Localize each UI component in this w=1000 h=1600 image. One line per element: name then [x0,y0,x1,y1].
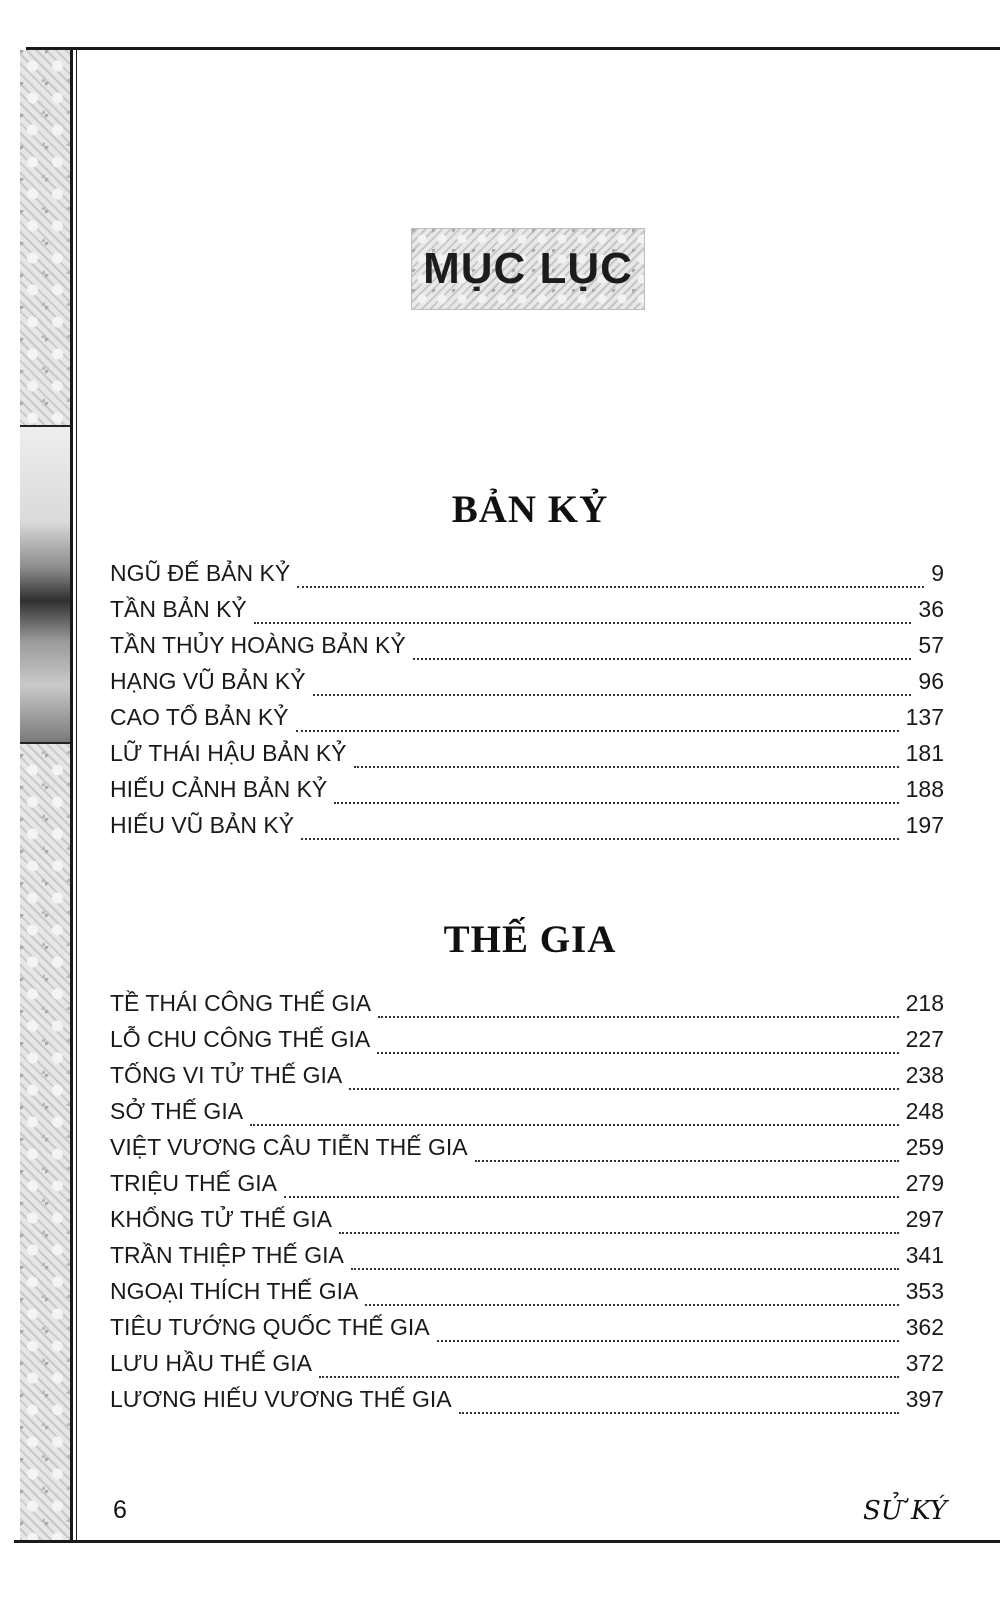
toc-entry-page: 353 [905,1278,944,1304]
toc-entry-page: 259 [905,1134,944,1160]
toc-entry-page: 36 [918,596,944,622]
toc-entry [110,596,944,632]
toc-entry [110,1242,944,1278]
toc-entry [110,990,944,1026]
toc-entry [110,740,944,776]
page-title: MỤC LỤC [423,244,633,293]
page-number: 6 [113,1496,127,1524]
toc-entry-page: 238 [905,1062,944,1088]
toc-entry-title: HẠNG VŨ BẢN KỶ [110,668,306,694]
dot-leader [254,621,912,624]
toc-entry [110,1206,944,1242]
toc-entry-title: LƯU HẦU THẾ GIA [110,1350,312,1376]
dot-leader [284,1195,899,1198]
bottom-rule [14,1540,1000,1543]
toc-entry-page: 227 [905,1026,944,1052]
running-head: SỬ KÝ [863,1496,947,1526]
toc-entry [110,632,944,668]
toc-entry-title: LƯƠNG HIẾU VƯƠNG THẾ GIA [110,1386,452,1412]
toc-entry-page: 279 [905,1170,944,1196]
toc-entry-page: 248 [905,1098,944,1124]
toc-entry [110,812,944,848]
top-rule [26,47,1000,50]
toc-entry-title: TỀ THÁI CÔNG THẾ GIA [110,990,372,1016]
dot-leader [475,1159,899,1162]
section-heading-the-gia: THẾ GIA [443,918,617,961]
toc-entry [110,668,944,704]
dot-leader [437,1339,899,1342]
toc-entry-title: NGŨ ĐẾ BẢN KỶ [110,560,291,586]
toc-entry-page: 181 [905,740,944,766]
dot-leader [351,1267,899,1270]
toc-entry-page: 137 [905,704,944,730]
toc-entry [110,1098,944,1134]
toc-entry [110,1350,944,1386]
toc-entry [110,1386,944,1422]
dot-leader [334,801,898,804]
dot-leader [319,1375,899,1378]
dot-leader [377,1051,898,1054]
toc-entry-title: TẦN BẢN KỶ [110,596,247,622]
margin-border-thin-line [76,50,77,1542]
toc-entry [110,1314,944,1350]
margin-border-line [70,50,73,1542]
toc-entry [110,1134,944,1170]
toc-entry-title: TRẦN THIỆP THẾ GIA [110,1242,344,1268]
toc-entry [110,560,944,596]
toc-entry-page: 96 [918,668,944,694]
toc-entry-page: 297 [905,1206,944,1232]
margin-portrait-illustration [20,425,70,744]
toc-entry-title: HIẾU VŨ BẢN KỶ [110,812,295,838]
toc-entry-page: 397 [905,1386,944,1412]
dot-leader [349,1087,898,1090]
toc-entry-page: 9 [931,560,944,586]
toc-entry-title: KHỔNG TỬ THẾ GIA [110,1206,332,1232]
toc-entry-page: 341 [905,1242,944,1268]
toc-entry-title: TẦN THỦY HOÀNG BẢN KỶ [110,632,406,658]
toc-entry-page: 188 [905,776,944,802]
toc-entry [110,1278,944,1314]
toc-entry [110,1026,944,1062]
toc-entry-page: 362 [905,1314,944,1340]
toc-entry-title: VIỆT VƯƠNG CÂU TIỄN THẾ GIA [110,1134,468,1160]
dot-leader [413,657,912,660]
toc-entry-title: TRIỆU THẾ GIA [110,1170,277,1196]
dot-leader [297,585,924,588]
dot-leader [296,729,899,732]
toc-entry-title: SỞ THẾ GIA [110,1098,244,1124]
toc-entry-page: 218 [905,990,944,1016]
dot-leader [313,693,912,696]
toc-entry-title: LỖ CHU CÔNG THẾ GIA [110,1026,371,1052]
toc-entry-title: HIẾU CẢNH BẢN KỶ [110,776,328,802]
toc-entry-title: CAO TỔ BẢN KỶ [110,704,289,730]
toc-list-ban-ky [110,560,944,848]
page-title-banner [411,228,645,310]
ornamental-margin-strip [20,50,70,1540]
toc-entry-title: LỮ THÁI HẬU BẢN KỶ [110,740,347,766]
dot-leader [459,1411,899,1414]
toc-entry [110,1170,944,1206]
toc-entry [110,1062,944,1098]
toc-entry-title: NGOẠI THÍCH THẾ GIA [110,1278,359,1304]
section-heading-ban-ky: BẢN KỶ [451,488,609,531]
dot-leader [301,837,899,840]
toc-entry [110,704,944,740]
toc-entry-title: TỐNG VI TỬ THẾ GIA [110,1062,343,1088]
dot-leader [378,1015,898,1018]
toc-entry-page: 57 [918,632,944,658]
dot-leader [354,765,899,768]
toc-entry [110,776,944,812]
toc-entry-title: TIÊU TƯỚNG QUỐC THẾ GIA [110,1314,430,1340]
dot-leader [365,1303,898,1306]
toc-entry-page: 197 [905,812,944,838]
dot-leader [339,1231,899,1234]
toc-list-the-gia [110,990,944,1422]
toc-entry-page: 372 [905,1350,944,1376]
dot-leader [250,1123,899,1126]
